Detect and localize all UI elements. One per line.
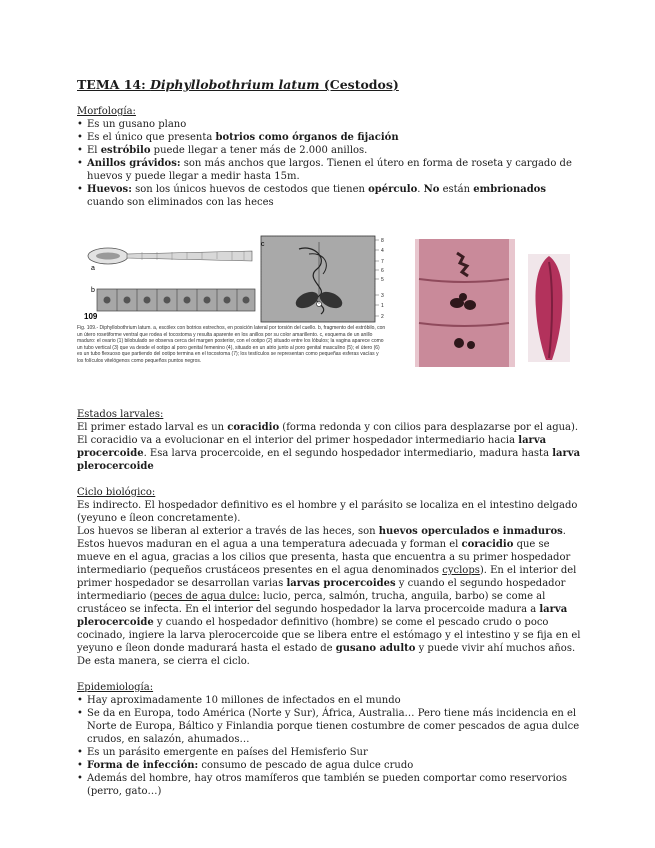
- list-item: • Es el único que presenta botrios como órganos de fijación: [77, 131, 582, 144]
- epidemiologia-list: [77, 694, 582, 798]
- document-page: [77, 78, 582, 798]
- section-heading: Morfología:: [77, 106, 136, 117]
- list-item: • Anillos grávidos: son más anchos que largos. Tienen el útero en forma de roseta y cargado de huevos y puede llegar a medir hasta 15m.: [77, 157, 582, 183]
- section-heading: Estados larvales:: [77, 409, 164, 420]
- figure-caption: Fig. 109.- Diphyllobothrium latum. a, escólex con botrios estrechos, en posición lateral por torsión del cuello. b, fragmento del estróbilo, con un útero rosetiforme ventral que rodea el tocostoma y resulta aparente en los anillos por su color amarillento. c, esquema de un anillo maduro: el ovario (1) bilobulado se observa cerca del margen posterior, con el ootipo (2) situado entre los lóbulos; la vagina aparece como un tubo vertical (3) que va desde el ootipo al poro genital femenino (4), situado en un atrio junto al poro genital masculino (5); el útero (6) es un tubo flexuoso que partiendo del ootipo termina en el tocostoma (7); los testículos se representan como pequeñas esferas vacías y los folículos vitelógenos como pequeños puntos negros.: [77, 325, 386, 364]
- proglottid-photo: [415, 239, 515, 367]
- ciclo-body: [77, 499, 582, 668]
- section-ciclo-biologico: [77, 486, 582, 668]
- page-title: TEMA 14: Diphyllobothrium latum (Cestodos): [77, 77, 399, 92]
- list-item: • Se da en Europa, todo América (Norte y Sur), África, Australia… Pero tiene más incidencia en el Norte de Europa, Báltico y Finlandia porque tienen costumbre de comer pescados de agua dulce crudos, en salazón, ahumados…: [77, 707, 582, 746]
- section-epidemiologia: [77, 681, 582, 798]
- strobila-drawing: [97, 289, 255, 311]
- list-item: • Hay aproximadamente 10 millones de infectados en el mundo: [77, 694, 582, 707]
- section-heading: Ciclo biológico:: [77, 487, 156, 498]
- paragraph: Los huevos se liberan al exterior a través de las heces, son huevos operculados e inmaduros. Estos huevos maduran en el agua a una temperatura adecuada y forman el coracidio que se mueve en el agua, gracias a los cilios que presenta, hasta que encuentra a su primer hospedador intermediario (pequeños crustáceos presentes en el agua denominados cyclops). En el interior del primer hospedador se desarrollan varias larvas procercoides y cuando el segundo hospedador intermediario (peces de agua dulce: lucio, perca, salmón, trucha, anguila, barbo) se come al crustáceo se infecta. En el interior del segundo hospedador la larva procercoide madura a larva plerocercoide y cuando el hospedador definitivo (hombre) se come el pescado crudo o poco cocinado, ingiere la larva plerocercoide que se libera entre el estómago y el intestino y se fija en el yeyuno e íleon donde madurará hasta el estado de gusano adulto y puede vivir ahí muchos años. De esta manera, se cierra el ciclo.: [77, 526, 581, 667]
- diagram-number: 3: [381, 293, 384, 299]
- diagram-number: 2: [381, 314, 384, 320]
- figure-label-c: c: [261, 241, 265, 248]
- morfologia-list: [77, 118, 582, 209]
- scolex-photo: [528, 254, 570, 362]
- proglottid-diagram: [259, 234, 389, 324]
- section-estados-larvales: [77, 408, 582, 473]
- diagram-number: 6: [381, 268, 384, 274]
- figures-row: [77, 234, 582, 396]
- list-item: • Es un parásito emergente en países del Hemisferio Sur: [77, 746, 582, 759]
- diagram-number: 1: [381, 303, 384, 309]
- figure-label-b: b: [91, 287, 95, 294]
- figure-number: 109: [84, 312, 98, 320]
- estados-body: [77, 421, 582, 473]
- scolex-drawing: [88, 248, 252, 264]
- paragraph: El primer estado larval es un coracidio (forma redonda y con cilios para desplazarse por el agua). El coracidio va a evolucionar en el interior del primer hospedador intermediario hacia larva procercoide. Esa larva procercoide, en el segundo hospedador intermediario, madura hasta larva plerocercoide: [77, 422, 581, 472]
- list-item: • Forma de infección: consumo de pescado de agua dulce crudo: [77, 759, 582, 772]
- diagram-number: 4: [381, 248, 384, 254]
- diagram-number: 5: [381, 277, 384, 283]
- section-heading: Epidemiología:: [77, 682, 154, 693]
- list-item: • Además del hombre, hay otros mamíferos que también se pueden comportar como reservorios (perro, gato…): [77, 772, 582, 798]
- section-morfologia: [77, 105, 582, 209]
- diagram-number: 8: [381, 238, 384, 244]
- list-item: • Huevos: son los únicos huevos de cestodos que tienen opérculo. No están embrionados cuando son eliminados con las heces: [77, 183, 582, 209]
- list-item: • El estróbilo puede llegar a tener más de 2.000 anillos.: [77, 144, 582, 157]
- list-item: • Es un gusano plano: [77, 118, 582, 131]
- figure-label-a: a: [91, 265, 95, 272]
- diagram-number: 7: [381, 259, 384, 265]
- scolex-strobila-figure: [82, 242, 257, 320]
- paragraph: Es indirecto. El hospedador definitivo es el hombre y el parásito se localiza en el intestino delgado (yeyuno e íleon concretamente).: [77, 500, 578, 524]
